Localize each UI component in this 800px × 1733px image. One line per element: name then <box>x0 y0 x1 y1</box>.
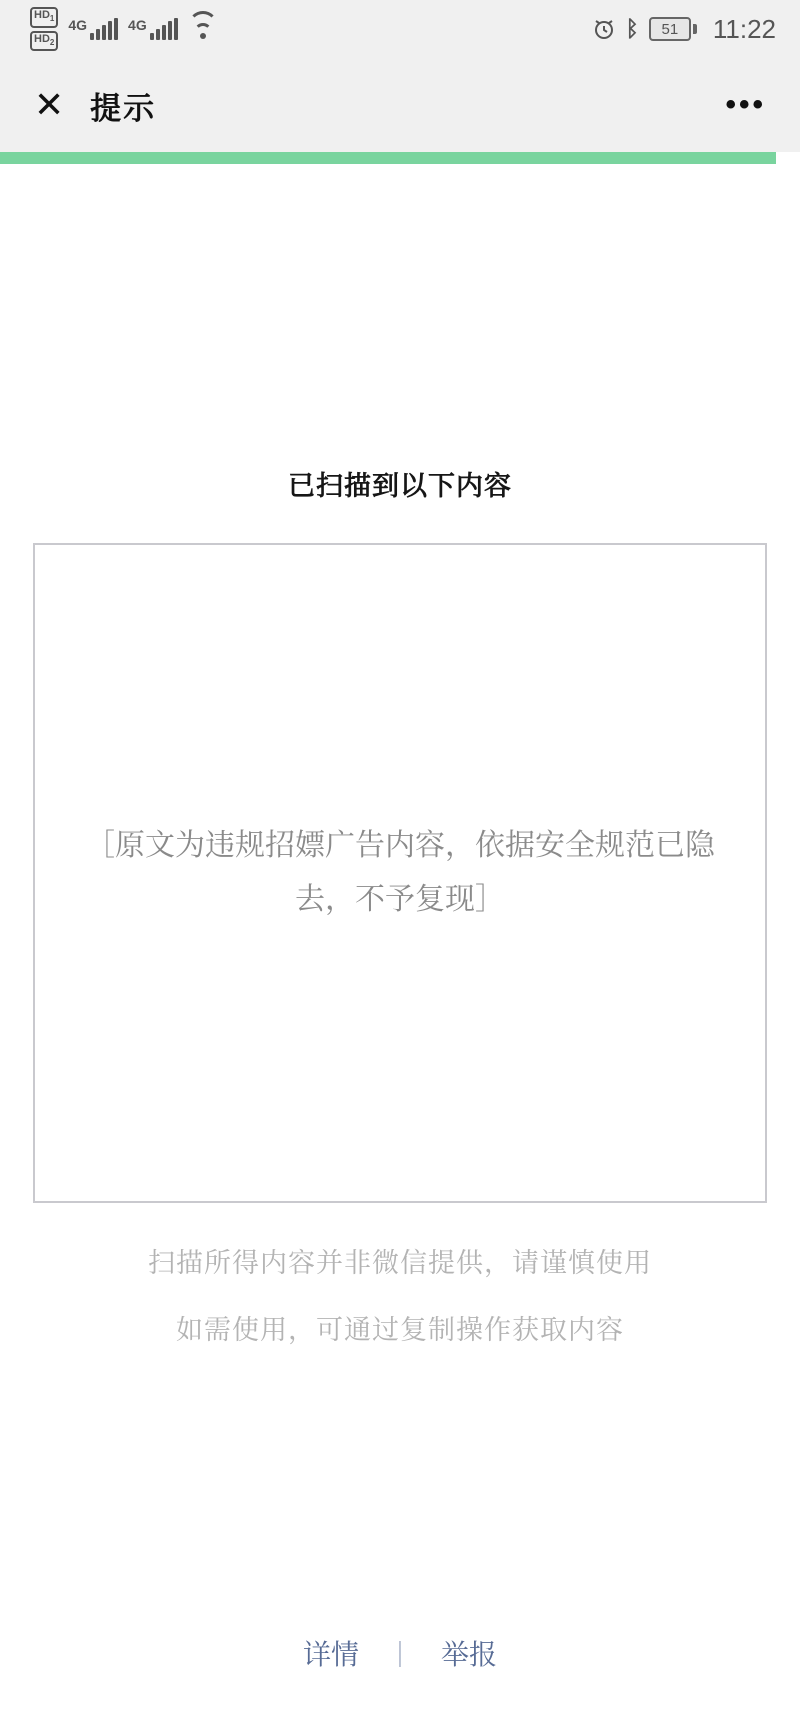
hd-sim2-icon: $HD_2$ <box>30 31 58 51</box>
wechat-disclaimer <box>0 1241 800 1347</box>
sim2-signal <box>128 18 178 40</box>
alarm-clock-icon <box>592 17 616 41</box>
disclaimer-line-1: 扫描所得内容并非微信提供，请谨慎使用 <box>148 1248 652 1278</box>
scanned-content-box <box>33 543 767 1203</box>
scanned-content-redacted-note: ［原文为违规招嫖广告内容，依据安全规范已隐去，不予复现］ <box>85 829 715 916</box>
network-type-sim1: 4G <box>68 17 88 33</box>
hd-sim1-icon: $HD_1$ <box>30 7 58 27</box>
report-link[interactable]: 举报 <box>441 1639 498 1670</box>
page-title: 提示 <box>90 90 157 126</box>
status-bar-left <box>30 7 218 50</box>
progress-bar <box>0 152 776 164</box>
wifi-icon <box>188 17 218 41</box>
more-menu-icon[interactable]: ••• <box>725 88 766 121</box>
status-time: 11:22 <box>712 13 776 44</box>
disclaimer-line-2: 如需使用，可通过复制操作获取内容 <box>176 1315 624 1345</box>
progress-track <box>0 152 800 164</box>
network-type-sim2: 4G <box>128 17 147 33</box>
sim1-signal <box>68 18 118 40</box>
bluetooth-icon: ᛒ <box>625 16 639 41</box>
scan-result-heading: 已扫描到以下内容 <box>288 471 512 501</box>
nav-header <box>0 58 800 152</box>
close-icon[interactable]: ✕ <box>34 84 65 125</box>
signal-bars-sim1-icon <box>90 18 118 40</box>
status-bar <box>0 0 800 58</box>
battery-percent: 51 <box>649 17 691 41</box>
footer-divider: ｜ <box>386 1639 413 1670</box>
details-link[interactable]: 详情 <box>302 1639 359 1670</box>
battery-cap-icon <box>693 24 697 34</box>
status-bar-right <box>592 14 776 45</box>
footer-links <box>0 1633 800 1673</box>
signal-bars-sim2-icon <box>150 18 178 40</box>
hd-voice-icons <box>30 7 58 50</box>
battery-indicator <box>649 17 697 41</box>
